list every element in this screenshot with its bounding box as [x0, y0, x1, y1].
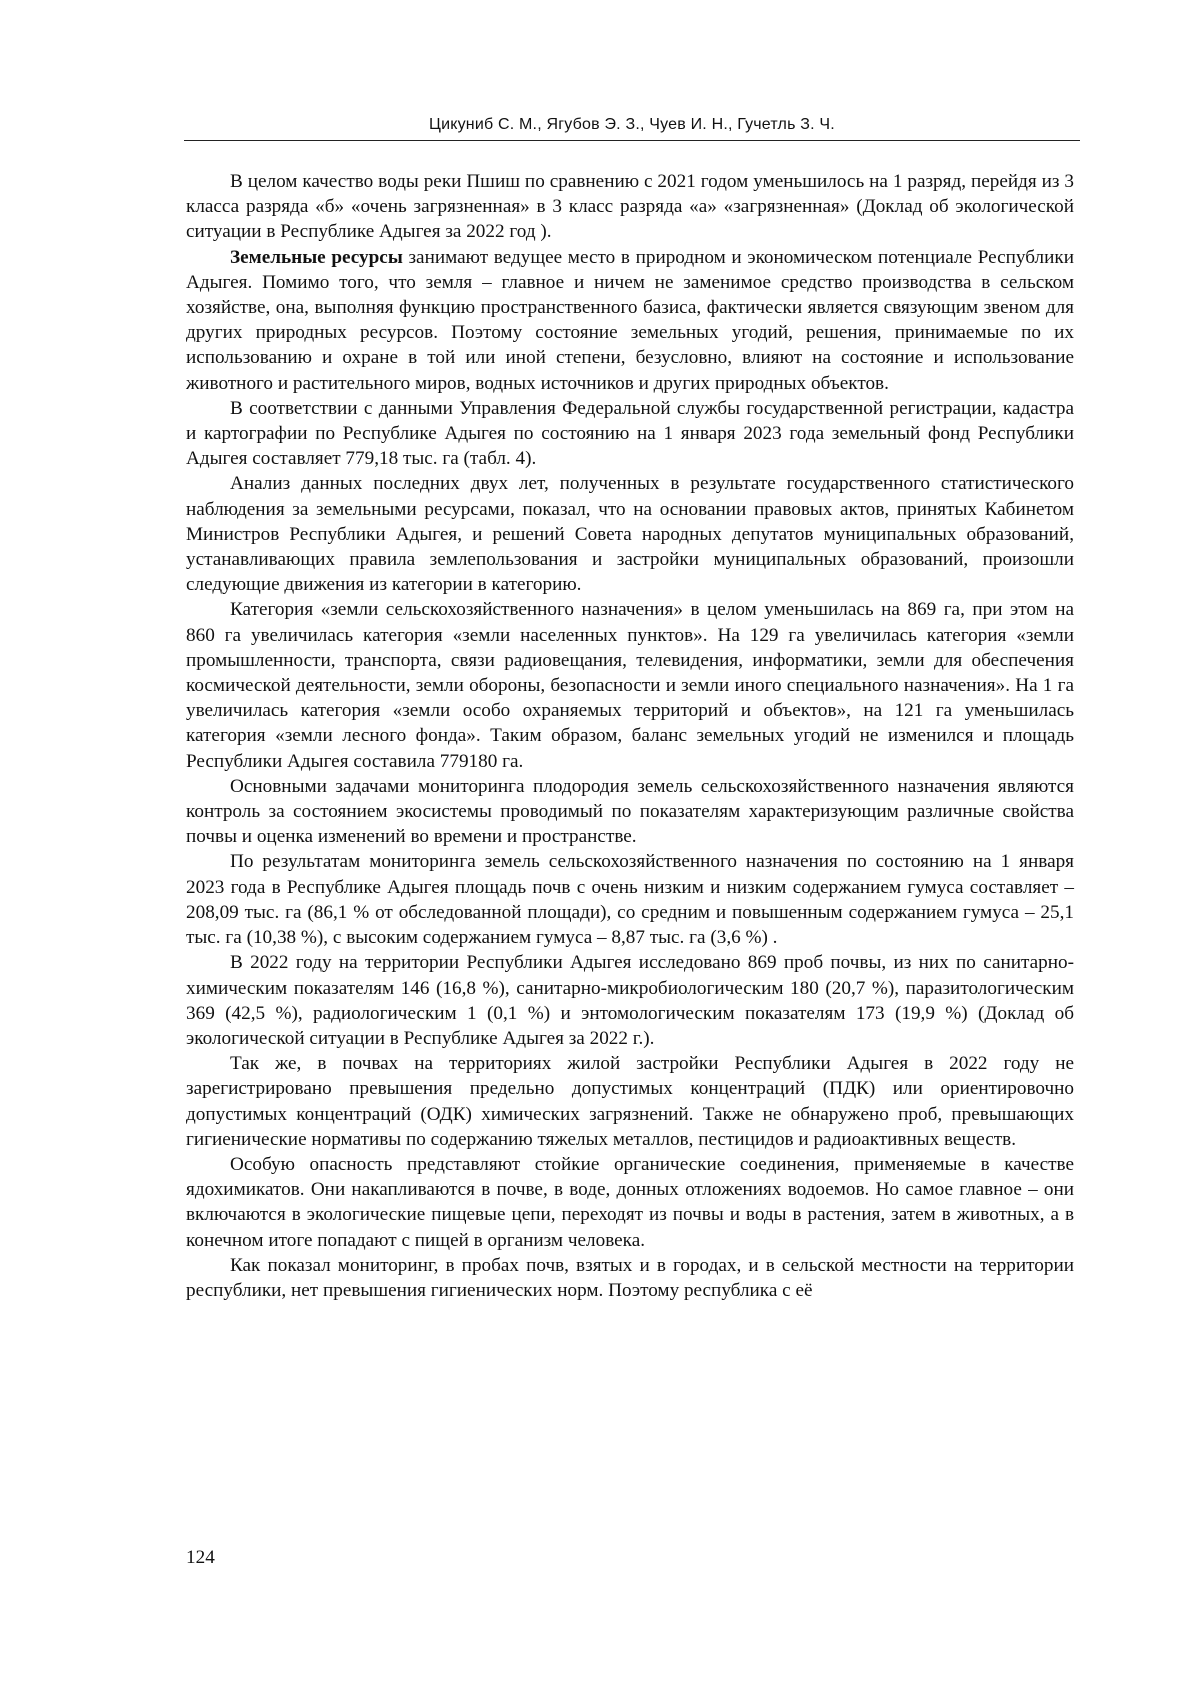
paragraph-text: В целом качество воды реки Пшиш по сравнению с 2021 годом уменьшилось на 1 разряд, перейдя из 3 класса разряда «б» «очень загрязненная» в 3 класс разряда «а» «загрязненная» (Доклад об экологической ситуации в Республике Адыгея за 2022 год ). [186, 171, 1074, 243]
paragraph-land-fund [186, 396, 1074, 472]
paragraph-text: Анализ данных последних двух лет, полученных в результате государственного статистического наблюдения за земельными ресурсами, показал, что на основании правовых актов, принятых Кабинетом Министров Республики Адыгея, и решений Совета народных депутатов муниципальных образований, устанавливающих правила землепользования и застройки муниципальных образований, произошли следующие движения из категории в категорию. [186, 473, 1074, 596]
running-header-authors: Цикуниб С. М., Ягубов Э. З., Чуев И. Н., Гучетль З. Ч. [429, 116, 835, 133]
paragraph-humus [186, 849, 1074, 950]
paragraph-text: Особую опасность представляют стойкие органические соединения, применяемые в качестве ядохимикатов. Они накапливаются в почве, в воде, донных отложениях водоемов. Но самое главное – они включаются в экологические пищевые цепи, переходят из почвы и воды в растения, затем в животных, а в конечном итоге попадают с пищей в организм человека. [186, 1153, 1074, 1251]
paragraph-water-quality [186, 169, 1074, 245]
paragraph-residential-soils [186, 1051, 1074, 1152]
paragraph-categories [186, 597, 1074, 773]
paragraph-soil-samples [186, 950, 1074, 1051]
paragraph-text: По результатам мониторинга земель сельскохозяйственного назначения по состоянию на 1 января 2023 года в Республике Адыгея площадь почв с очень низким и низким содержанием гумуса составляет – 208,09 тыс. га (86,1 % от обследованной площади), со средним и повышенным содержанием гумуса – 25,1 тыс. га (10,38 %), с высоким содержанием гумуса – 8,87 тыс. га (3,6 %) . [186, 851, 1074, 949]
paragraph-hygienic-norms [186, 1253, 1074, 1303]
paragraph-text: Основными задачами мониторинга плодородия земель сельскохозяйственного назначения являются контроль за состоянием экосистемы проводимый по показателям характеризующим различные свойства почвы и оценка изменений во времени и пространстве. [186, 775, 1074, 848]
paragraph-organic-compounds [186, 1152, 1074, 1253]
paragraph-text: Категория «земли сельскохозяйственного назначения» в целом уменьшилась на 869 га, при этом на 860 га увеличилась категория «земли населенных пунктов». На 129 га увеличилась категория «земли промышленности, транспорта, связи радиовещания, телевидения, информатики, земли для обеспечения космической деятельности, земли обороны, безопасности и земли иного специального назначения». На 1 га увеличилась категория «земли особо охраняемых территорий и объектов», на 121 га уменьшилась категория «земли лесного фонда». Таким образом, баланс земельных угодий не изменился и площадь Республики Адыгея составила 779180 га. [186, 599, 1074, 772]
header-divider [184, 140, 1080, 141]
paragraph-lead-bold: Земельные ресурсы [230, 246, 403, 268]
paragraph-text: занимают ведущее место в природном и экономическом потенциале Республики Адыгея. Помимо того, что земля – главное и ничем не заменимое средство производства в сельском хозяйстве, она, выполняя функцию пространственного базиса, фактически является связующим звеном для других природных ресурсов. Поэтому состояние земельных угодий, решения, принимаемые по их использованию и охране в той или иной степени, безусловно, влияют на состояние и использование животного и растительного миров, водных источников и других природных объектов. [186, 246, 1074, 394]
paragraph-analysis [186, 471, 1074, 597]
page-number: 124 [186, 1547, 215, 1568]
paragraph-text: Как показал мониторинг, в пробах почв, взятых и в городах, и в сельской местности на территории республики, нет превышения гигиенических норм. Поэтому республика с её [186, 1254, 1074, 1301]
paragraph-land-resources [186, 245, 1074, 396]
paragraph-monitoring-tasks [186, 774, 1074, 850]
paragraph-text: В соответствии с данными Управления Федеральной службы государственной регистрации, кадастра и картографии по Республике Адыгея по состоянию на 1 января 2023 года земельный фонд Республики Адыгея составляет 779,18 тыс. га (табл. 4). [186, 397, 1074, 470]
article-body [186, 169, 1074, 1303]
paragraph-text: Так же, в почвах на территориях жилой застройки Республики Адыгея в 2022 году не зарегистрировано превышения предельно допустимых концентраций (ПДК) или ориентировочно допустимых концентраций (ОДК) химических загрязнений. Также не обнаружено проб, превышающих гигиенические нормативы по содержанию тяжелых металлов, пестицидов и радиоактивных веществ. [186, 1053, 1074, 1150]
paragraph-text: В 2022 году на территории Республики Адыгея исследовано 869 проб почвы, из них по санитарно-химическим показателям 146 (16,8 %), санитарно-микробиологическим 180 (20,7 %), паразитологическим 369 (42,5 %), радиологическим 1 (0,1 %) и энтомологическим показателям 173 (19,9 %) (Доклад об экологической ситуации в Республике Адыгея за 2022 г.). [186, 952, 1074, 1049]
